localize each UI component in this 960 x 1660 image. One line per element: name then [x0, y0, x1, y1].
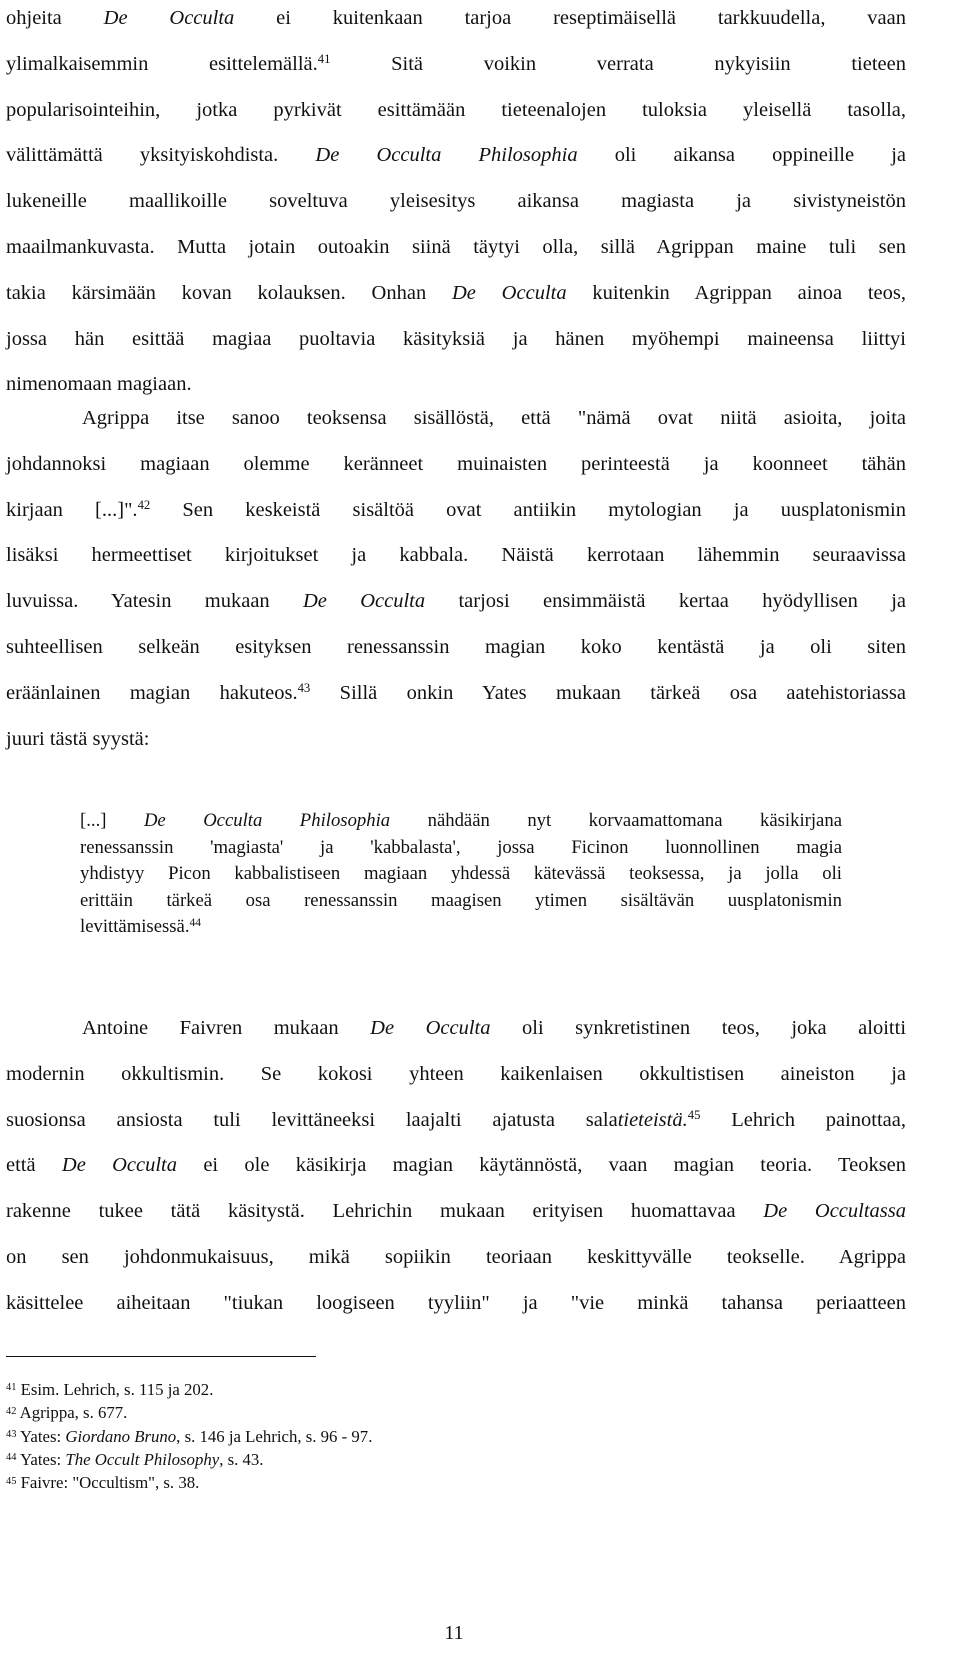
- text-line: rakenne tukee tätä käsitystä. Lehrichin mukaan erityisen huomattavaa De Occultassa: [6, 1200, 906, 1223]
- text-line: popularisointeihin, jotka pyrkivät esittämään tieteenalojen tuloksia yleisellä tasolla,: [6, 98, 906, 121]
- footnote-number: 45: [6, 1475, 17, 1487]
- text-line: eräänlainen magian hakuteos.$^{43}$ Sillä onkin Yates mukaan tärkeä osa aatehistoriassa: [6, 680, 906, 704]
- text-line: takia kärsimään kovan kolauksen. Onhan De Occulta kuitenkin Agrippan ainoa teos,: [6, 281, 906, 304]
- footnote-ref: 41: [317, 51, 331, 66]
- footnote-ref: 42: [137, 497, 151, 512]
- text-line: välittämättä yksityiskohdista. De Occulta Philosophia oli aikansa oppineille ja: [6, 144, 906, 167]
- footnote-ref: 44: [189, 916, 202, 929]
- footnote-separator: [6, 1356, 316, 1357]
- paragraph-1: [6, 0, 906, 408]
- quote-line: renessanssin 'magiasta' ja 'kabbalasta', jossa Ficinon luonnollinen magia: [80, 836, 842, 858]
- footnotes: [6, 1380, 706, 1496]
- footnote: $^{45}$ Faivre: "Occultism", s. 38.: [6, 1473, 200, 1493]
- paragraph-3: [6, 1006, 906, 1327]
- text-line: juuri tästä syystä:: [6, 727, 150, 750]
- text-line: luvuissa. Yatesin mukaan De Occulta tarjosi ensimmäistä kertaa hyödyllisen ja: [6, 590, 906, 613]
- block-quote: [80, 808, 842, 941]
- text-line: suhteellisen selkeän esityksen renessanssin magian koko kentästä ja oli siten: [6, 635, 906, 658]
- footnote: $^{44}$ Yates: The Occult Philosophy, s. 43.: [6, 1449, 264, 1469]
- text-line: on sen johdonmukaisuus, mikä sopiikin teoriaan keskittyvälle teokselle. Agrippa: [6, 1245, 906, 1268]
- text-line: käsittelee aiheitaan "tiukan loogiseen tyyliin" ja "vie minkä tahansa periaatteen: [6, 1291, 906, 1314]
- footnote-number: 41: [6, 1382, 17, 1394]
- footnote: $^{43}$ Yates: Giordano Bruno, s. 146 ja Lehrich, s. 96 - 97.: [6, 1426, 373, 1446]
- footnote: $^{42}$ Agrippa, s. 677.: [6, 1403, 128, 1423]
- text-line: jossa hän esittää magiaa puoltavia käsityksiä ja hänen myöhempi maineensa liittyi: [6, 327, 906, 350]
- text-line: maailmankuvasta. Mutta jotain outoakin siinä täytyi olla, sillä Agrippan maine tuli sen: [6, 235, 906, 258]
- footnote-ref: 45: [687, 1107, 701, 1122]
- page-number: 11: [444, 1622, 464, 1644]
- text-line: modernin okkultismin. Se kokosi yhteen kaikenlaisen okkultistisen aineiston ja: [6, 1062, 906, 1085]
- text-line: Agrippa itse sanoo teoksensa sisällöstä, että "nämä ovat niitä asioita, joita: [82, 407, 906, 429]
- text-line: ohjeita De Occulta ei kuitenkaan tarjoa reseptimäisellä tarkkuudella, vaan: [6, 7, 907, 29]
- footnote: $^{41}$ Esim. Lehrich, s. 115 ja 202.: [6, 1380, 214, 1399]
- quote-line: [...] De Occulta Philosophia nähdään nyt korvaamattomana käsikirjana: [80, 810, 842, 831]
- text-line: lisäksi hermeettiset kirjoitukset ja kabbala. Näistä kerrotaan lähemmin seuraavissa: [6, 544, 906, 567]
- quote-line: levittämisessä.$^{44}$: [80, 916, 202, 938]
- footnote-number: 42: [6, 1405, 17, 1417]
- footnote-number: 44: [6, 1452, 17, 1464]
- text-line: lukeneille maallikoille soveltuva yleisesitys aikansa magiasta ja sivistyneistön: [6, 190, 906, 213]
- paragraph-2: [6, 396, 906, 762]
- quote-line: yhdistyy Picon kabbalistiseen magiaan yhdessä kätevässä teoksessa, ja jolla oli: [80, 863, 842, 885]
- footnote-ref: 43: [297, 680, 311, 695]
- text-line: kirjaan [...]".$^{42}$ Sen keskeistä sisältöä ovat antiikin mytologian ja uusplatonismin: [6, 497, 906, 521]
- text-line: johdannoksi magiaan olemme keränneet muinaisten perinteestä ja koonneet tähän: [6, 452, 906, 475]
- quote-line: erittäin tärkeä osa renessanssin maagisen ytimen sisältävän uusplatonismin: [80, 889, 842, 911]
- text-line: että De Occulta ei ole käsikirja magian käytännöstä, vaan magian teoria. Teoksen: [6, 1154, 907, 1177]
- text-line: nimenomaan magiaan.: [6, 373, 192, 396]
- text-line: ylimalkaisemmin esittelemällä.$^{41}$ Sitä voikin verrata nykyisiin tieteen: [6, 51, 906, 75]
- text-line: Antoine Faivren mukaan De Occulta oli synkretistinen teos, joka aloitti: [82, 1017, 907, 1039]
- footnote-number: 43: [6, 1428, 17, 1440]
- text-line: suosionsa ansiosta tuli levittäneeksi laajalti ajatusta salatieteistä.$^{45}$ Lehrich painottaa,: [6, 1107, 906, 1131]
